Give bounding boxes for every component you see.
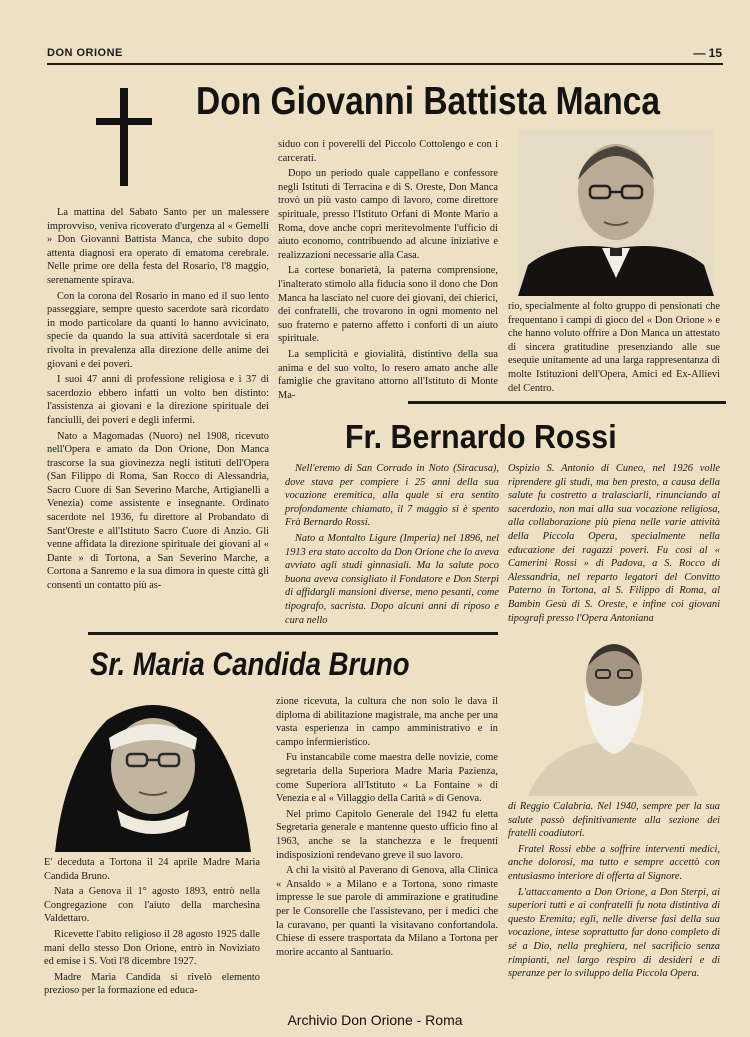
paragraph: La semplicità e giovialità, distintivo della sua anima e del suo volto, lo resero amato anche alle famiglie che gravitano attorno all'Istituto di Monte Ma- [278, 348, 498, 401]
paragraph: Ricevette l'abito religioso il 28 agosto 1925 dalle mani dello stesso Don Orione, entrò in Noviziato ed emise i S. Voti l'8 dicembre 1927. [44, 928, 260, 968]
paragraph: Madre Maria Candida si rivelò elemento prezioso per la formazione ed educa- [44, 971, 260, 997]
manca-column-3 [508, 300, 720, 397]
portrait-fr-rossi [508, 636, 718, 796]
header-rule [47, 63, 723, 65]
cross-icon [96, 88, 152, 186]
article-title-bruno: Sr. Maria Candida Bruno [90, 646, 410, 682]
portrait-sr-bruno [47, 692, 259, 852]
page-number: — 15 [693, 46, 722, 60]
article-title-manca: Don Giovanni Battista Manca [196, 80, 661, 123]
paragraph: Fu instancabile come maestra delle novizie, come segretaria della Superiora Madre Maria Pazienza, come Superiora all'Istituto « La Fontaine » di Venezia e al « Villaggio della Carità » di Genova. [276, 752, 498, 805]
article-title-rossi: Fr. Bernardo Rossi [345, 418, 617, 455]
paragraph: I suoi 47 anni di professione religiosa e i 37 di sacerdozio ebbero infatti un volto ben distinto: l'assistenza ai giovani e la direzione spirituale dei fanciulli, dei poveri e degli infermi. [47, 374, 269, 426]
paragraph: A chi la visitò al Paverano di Genova, alla Clinica « Ansaldo » a Milano e a Tortona, sono rimaste impresse le sue parole di ammirazione e gratitudine per le Consorelle che l'assistevano, per i medici che la curavano, per quanti la visitavano confortandola. Chiese di essere trasportata da Milano a Tortona per morire accanto al Santuario. [276, 865, 498, 958]
paragraph: La cortese bonarietà, la paterna comprensione, l'inalterato stimolo alla fiducia sono il dono che Don Manca ha lasciato nel cuore dei giovani, dei chierici, dei confratelli, che trovarono in ogni momento nel suo fraterno e paterno affetto i conforti di un aiuto spirituale. [278, 265, 498, 345]
magazine-name: DON ORIONE [47, 47, 123, 59]
paragraph: E' deceduta a Tortona il 24 aprile Madre Maria Candida Bruno. [44, 857, 260, 882]
rossi-column-2 [508, 462, 720, 627]
paragraph: Con la corona del Rosario in mano ed il suo lento passeggiare, sempre questo sacerdote sarà ricordato in modo particolare da quanti lo hanno avvicinato, specie da quando la sua attività sacerdotale si era rivolta in prevalenza alla direzione delle anime dei giovani e dei poveri. [47, 290, 269, 370]
section-divider-bruno [88, 632, 498, 635]
paragraph: Nell'eremo di San Corrado in Noto (Siracusa), dove stava per compiere i 25 anni della sua vocazione eremitica, alla quale si era sentito profondamente chiamato, il 7 maggio si è spento Frà Bernardo Rossi. [285, 463, 499, 529]
paragraph: L'attaccamento a Don Orione, a Don Sterpi, ai superiori tutti e ai confratelli fu nota distintiva di questo Eremita; egli, nelle diverse fasi della sua vocazione, intese soprattutto far dono completo di sé a Dio, nella preghiera, nel sacrificio senza rimpianti, nel largo respiro di desideri e di speranze per lo sviluppo della Piccola Opera. [508, 886, 720, 980]
paragraph: La mattina del Sabato Santo per un malessere improvviso, veniva ricoverato d'urgenza al « Gemelli » Don Giovanni Battista Manca, che subito dopo attenta diagnosi era operato di ematoma cerebrale. Nelle prime ore della festa del Rosario, l'8 maggio, serenamente spirava. [47, 207, 269, 286]
paragraph: zione ricevuta, la cultura che non solo le dava il diploma di abilitazione magistrale, ma anche per una vasta esperienza in campo amministrativo e in campo infermieristico. [276, 696, 498, 748]
rossi-column-3 [508, 800, 720, 983]
portrait-don-manca [518, 130, 714, 296]
paragraph: rio, specialmente al folto gruppo di pensionati che frequentano i campi di gioco del « Don Orione » e che hanno voluto offrire a Don Manca un attestato di sincera gratitudine presenziando alle sue esequie unitamente ad una larga rappresentanza di molte Istituzioni dell'Opera, Amici ed Ex-Allievi del Centro. [508, 301, 720, 394]
bruno-column-1 [44, 856, 260, 1000]
paragraph: Dopo un periodo quale cappellano e confessore negli Istituti di Terracina e di S. Oreste, Don Manca trovò un più vasto campo di lavoro, come direttore spirituale, presso l'Istituto Orfani di Monte Mario a Roma, dove anche coprì meritevolmente l'ufficio di aiuto economo, contribuendo ad alcune iniziative e realizzazioni necessarie alla Casa. [278, 168, 498, 261]
paragraph: di Reggio Calabria. Nel 1940, sempre per la sua salute passò definitivamente alla sezione dei fratelli coadiutori. [508, 801, 720, 840]
paragraph: Fratel Rossi ebbe a soffrire interventi medici, anche dolorosi, ma tutto e sempre accettò con entusiasmo interiore di offerta al Signore. [508, 843, 720, 882]
paragraph: Nato a Montalto Ligure (Imperia) nel 1896, nel 1913 era stato accolto da Don Orione che lo aveva avviato agli studi ginnasiali. Ma la salute poco buona aveva consigliato il Fondatore e Don Sterpi di affidargli mansioni diverse, meno pesanti, come tipografo, sacrista. Dopo alcuni anni di riposo e cura nello [285, 532, 499, 626]
archive-credit: Archivio Don Orione - Roma [287, 1012, 463, 1028]
paragraph: Ospizio S. Antonio di Cuneo, nel 1926 volle riprendere gli studi, ma ben presto, a causa della salute fu costretto a tralasciarli, rinunciando al sacerdozio, non mai alla sua vocazione religiosa, alla collaborazione più piena nelle varie attività della Piccola Opera, specialmente nella educazione dei ragazzi poveri. Fu così al « Camerini Rossi » di Padova, a S. Rocco di Alessandria, nel reparto legatori del Convitto Paterno in Tortona, al S. Filippo di Roma, al Bambin Gesù di S. Oreste, e infine coi giovani tipografi presso l'Opera Antoniana [508, 463, 720, 624]
paragraph: Nata a Genova il 1° agosto 1893, entrò nella Congregazione con l'aiuto della marchesina Valdettaro. [44, 886, 260, 925]
paragraph: Nel primo Capitolo Generale del 1942 fu eletta Segretaria generale e mantenne questo ufficio fino al 1963, anche se la stanchezza e le frequenti indisposizioni rendevano greve il suo lavoro. [276, 808, 498, 861]
bruno-column-2 [276, 695, 498, 961]
manca-column-2 [278, 138, 498, 404]
section-divider-rossi [408, 401, 726, 404]
paragraph: siduo con i poverelli del Piccolo Cottolengo e con i carcerati. [278, 139, 498, 164]
rossi-column-1 [285, 462, 499, 629]
paragraph: Nato a Magomadas (Nuoro) nel 1908, ricevuto nell'Opera e amato da Don Orione, Don Manca trascorse la sua giovinezza negli istituti dell'Opera (San Filippo di Roma, San Rocco di Alessandria, Sacro Cuore di San Severino Marche, Artigianelli a Venezia) come assistente e insegnante. Ordinato sacerdote nel 1936, fu direttore al Probandato di Sant'Oreste e all'Istituto Sacro Cuore di Anzio. Gli venne affidata la direzione spirituale dei giovani al « Dante » di Tortona, a San Severino Marche, a Cortona a Sanremo e la sua dimora in queste città gli consentì un contatto più as- [47, 430, 269, 592]
manca-column-1 [47, 206, 269, 595]
